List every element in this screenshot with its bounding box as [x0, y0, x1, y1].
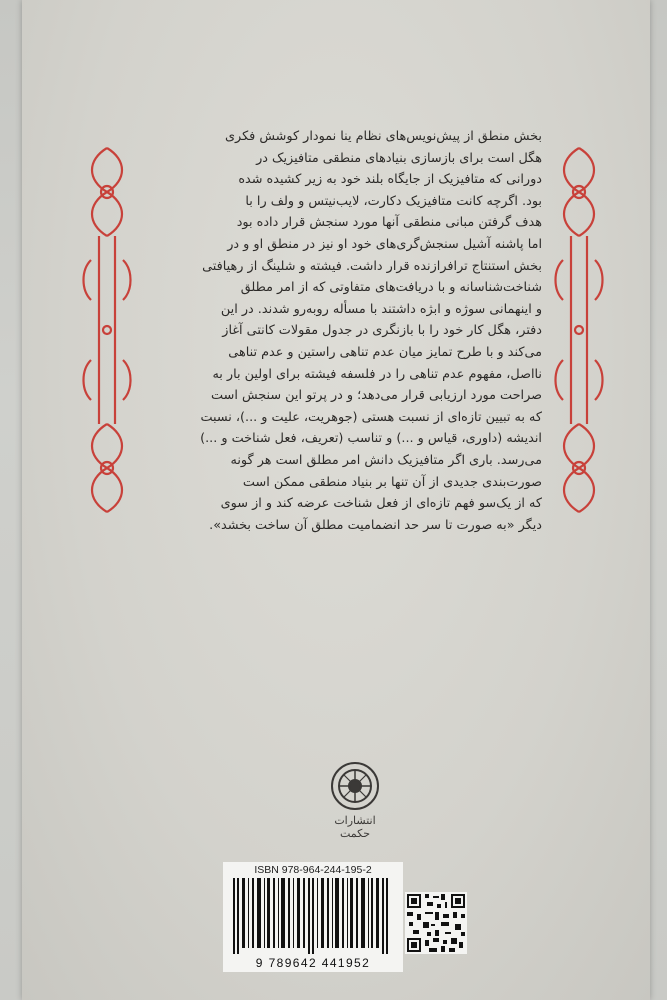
right-ornament-border — [549, 140, 609, 520]
blurb-line: که به تبیین تازه‌ای از نسبت هستی (جوهریت، علیت و ...)، نسبت — [200, 409, 542, 425]
blurb-line: بود. اگرچه کانت متافیزیک دکارت، لایب‌نیتس و ولف را با — [245, 193, 542, 209]
blurb-line: دورانی که متافیزیک از جایگاه بلند خود به زیر کشیده شده — [238, 172, 542, 188]
back-cover — [22, 0, 650, 1000]
blurb-line: می‌رسد. باری اگر متافیزیک دانش امر مطلق است هر گونه — [230, 452, 542, 468]
blurb-line: صراحت مورد ارزیابی قرار می‌دهد؛ و در پرتو این سنجش است — [211, 388, 542, 404]
blurb-line: هگل است برای بازسازی بنیادهای منطقی متافیزیک در — [256, 150, 542, 166]
blurb-line: می‌کند و با طرح تمایز میان عدم تناهی راستین و عدم تناهی — [228, 344, 542, 360]
blurb-line: و اینهمانی سوژه و ابژه داشتند با مسأله روبه‌رو شدند. در این — [220, 301, 542, 317]
barcode-bars — [227, 878, 399, 954]
blurb-line: اندیشه (داوری، قیاس و ...) و تناسب (تعریف، فعل شناخت و ...) — [200, 431, 542, 447]
blurb-line: بخش منطق از پیش‌نویس‌های نظام ینا نمودار کوشش فکری — [225, 129, 542, 144]
blurb-line: بخش استنتاج ترافرازنده قرار داشت. فیشته و شلینگ از رهیافتی — [202, 258, 542, 274]
publisher-name: انتشارات حکمت — [334, 814, 376, 840]
barcode-digits: 9 789642 441952 — [255, 956, 371, 970]
blurb-line: شناخت‌شناسانه و با دریافت‌های متفاوتی که از امر مطلق — [240, 280, 542, 296]
isbn-barcode — [223, 862, 403, 972]
blurb-line: هدف گرفتن مبانی منطقی آنها مورد سنجش قرار داده بود — [236, 215, 542, 231]
publisher-logo — [325, 760, 385, 840]
blurb-line: صورت‌بندی جدیدی از آن تنها بر بنیاد منطقی ممکن است — [242, 474, 542, 490]
qr-code-icon — [405, 892, 467, 954]
blurb-line: دفتر، هگل کار خود را با بازنگری در جدول مقولات کانتی آغاز — [222, 323, 542, 339]
publisher-emblem-icon — [329, 760, 381, 812]
isbn-label: ISBN 978-964-244-195-2 — [254, 864, 372, 876]
blurb-line: اما پاشنه آشیل سنجش‌گری‌های خود او نیز در منطق او و در — [227, 236, 542, 252]
left-ornament-border — [77, 140, 137, 520]
blurb-line: نااصل، مفهوم عدم تناهی را در فلسفه فیشته برای اولین بار به — [212, 366, 542, 382]
back-cover-blurb — [142, 126, 542, 536]
blurb-line: دیگر «به صورت تا سر حد انضمامیت مطلق آن ساخت بخشد». — [209, 517, 542, 533]
blurb-line: که از یک‌سو فهم تازه‌ای از فعل شناخت عرضه کند و از سوی — [220, 496, 542, 512]
